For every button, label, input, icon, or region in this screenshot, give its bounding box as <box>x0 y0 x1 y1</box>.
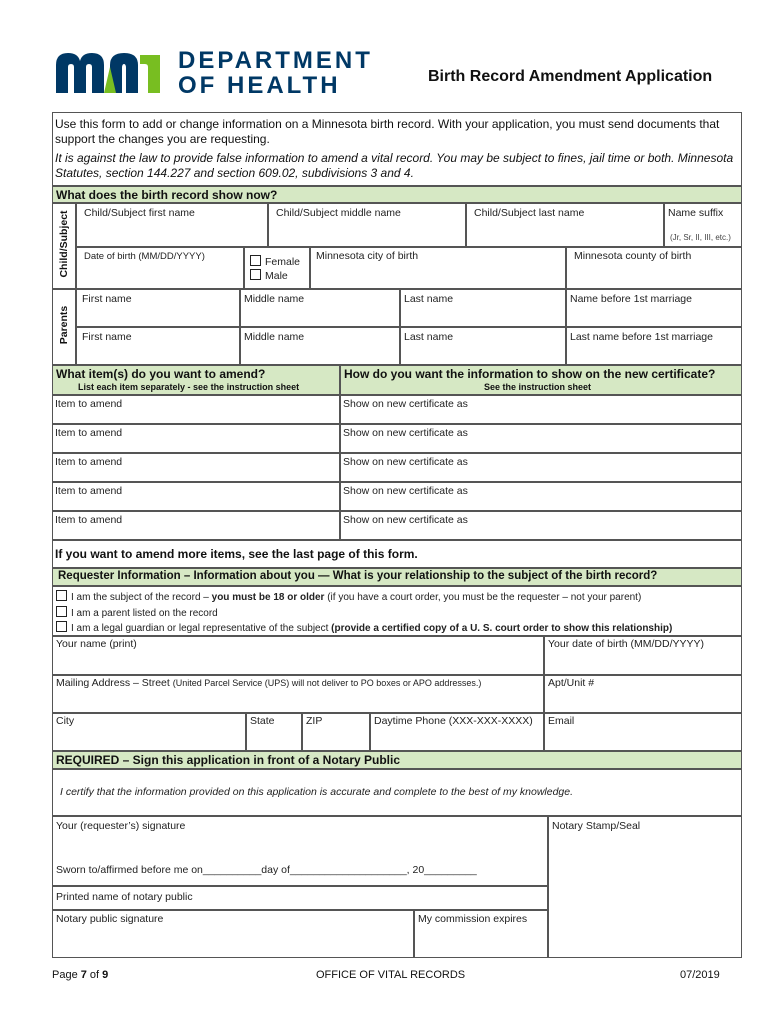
page-of: of <box>86 969 103 981</box>
parent2-first-label: First name <box>82 331 132 343</box>
dept-line1: DEPARTMENT <box>178 47 373 74</box>
form-title: Birth Record Amendment Application <box>428 68 713 85</box>
amend-left-sub: List each item separately - see the instruction sheet <box>78 382 300 392</box>
address-label-text: Mailing Address – Street <box>56 677 170 689</box>
male-label: Male <box>265 270 288 282</box>
female-label: Female <box>265 256 301 268</box>
phone-label: Daytime Phone (XXX-XXX-XXXX) <box>374 715 533 727</box>
parent2-before-marriage-label: Last name before 1st marriage <box>570 331 713 343</box>
amend-right-sub: See the instruction sheet <box>484 382 592 392</box>
amend-more-note: If you want to amend more items, see the last page of this form. <box>55 547 418 561</box>
certify-text: I certify that the information provided on this application is accurate and complete to the best of my knowledge. <box>60 786 574 798</box>
page-number <box>52 969 108 981</box>
relationship-option-guardian[interactable] <box>56 621 672 634</box>
parent-checkbox[interactable] <box>56 606 67 617</box>
amend-item-label: Item to amend <box>55 485 123 497</box>
male-option[interactable] <box>250 269 288 282</box>
name-suffix-label: Name suffix <box>668 207 724 219</box>
amend-left-heading: What item(s) do you want to amend? <box>56 367 266 381</box>
requester-dob-label: Your date of birth (MM/DD/YYYY) <box>548 638 705 650</box>
child-first-name-label: Child/Subject first name <box>84 207 195 219</box>
child-middle-name-label: Child/Subject middle name <box>276 207 401 219</box>
dept-line2: OF HEALTH <box>178 72 341 99</box>
dob-label: Date of birth (MM/DD/YYYY) <box>84 251 205 262</box>
amend-item-label: Item to amend <box>55 398 123 410</box>
opt1-text-a: I am the subject of the record – <box>71 592 212 603</box>
intro-warning: It is against the law to provide false information to amend a vital record. You may be subject to fines, jail time or both. Minnesota Statutes, section 144.227 and section 609.02, subdivisions 3 and 4. <box>55 151 734 180</box>
opt1-text-b: you must be 18 or older <box>211 592 325 603</box>
form-date: 07/2019 <box>680 969 720 981</box>
opt1-text-c: (if you have a court order, you must be the requester – not your parent) <box>324 592 642 603</box>
zip-label: ZIP <box>306 715 323 727</box>
city-field[interactable] <box>52 713 246 751</box>
parent1-middle-label: Middle name <box>244 293 305 305</box>
amend-show-label: Show on new certificate as <box>343 485 468 497</box>
mn-logo <box>54 47 164 95</box>
parent1-before-marriage-label: Name before 1st marriage <box>570 293 692 305</box>
sworn-line: Sworn to/affirmed before me on__________day of____________________, 20_________ <box>56 864 477 876</box>
relationship-option-parent[interactable] <box>56 606 218 619</box>
amend-item-label: Item to amend <box>55 456 123 468</box>
page-total: 9 <box>102 969 109 981</box>
relationship-option-subject[interactable] <box>56 590 641 603</box>
requester-heading: Requester Information – Information about you — What is your relationship to the subject of the birth record? <box>58 570 658 582</box>
amend-item-label: Item to amend <box>55 514 123 526</box>
email-label: Email <box>548 715 575 727</box>
opt3-text-b: (provide a certified copy of a U. S. court order to show this relationship) <box>331 623 673 634</box>
amend-show-label: Show on new certificate as <box>343 514 468 526</box>
male-checkbox[interactable] <box>250 269 261 280</box>
notary-signature-label: Notary public signature <box>56 913 164 925</box>
child-last-name-label: Child/Subject last name <box>474 207 585 219</box>
amend-item-label: Item to amend <box>55 427 123 439</box>
requester-name-label: Your name (print) <box>56 638 137 650</box>
parents-side-label: Parents <box>58 305 70 345</box>
notary-stamp-label: Notary Stamp/Seal <box>552 820 641 832</box>
intro-paragraph: Use this form to add or change information on a Minnesota birth record. With your application, you must send documents that support the changes you are requesting. <box>55 117 720 146</box>
amend-show-label: Show on new certificate as <box>343 456 468 468</box>
subject-checkbox[interactable] <box>56 590 67 601</box>
state-label: State <box>250 715 275 727</box>
notary-heading: REQUIRED – Sign this application in front of a Notary Public <box>56 753 401 767</box>
guardian-checkbox[interactable] <box>56 621 67 632</box>
parent2-last-label: Last name <box>404 331 454 343</box>
record-heading: What does the birth record show now? <box>56 188 278 202</box>
child-side-label: Child/Subject <box>58 210 70 278</box>
amend-show-label: Show on new certificate as <box>343 398 468 410</box>
notary-printed-name-label: Printed name of notary public <box>56 891 193 903</box>
page-num: 7 <box>80 969 87 981</box>
county-of-birth-label: Minnesota county of birth <box>574 250 692 262</box>
page-prefix: Page <box>52 969 81 981</box>
amend-show-label: Show on new certificate as <box>343 427 468 439</box>
female-checkbox[interactable] <box>250 255 261 266</box>
parent2-middle-label: Middle name <box>244 331 305 343</box>
mailing-address-label <box>56 677 481 689</box>
office-name: OFFICE OF VITAL RECORDS <box>316 969 466 981</box>
city-label: City <box>56 715 75 727</box>
sex-field <box>244 247 310 289</box>
parent1-first-label: First name <box>82 293 132 305</box>
female-option[interactable] <box>250 255 300 268</box>
name-suffix-hint: (Jr, Sr, II, III, etc.) <box>670 233 731 242</box>
address-note: (United Parcel Service (UPS) will not deliver to PO boxes or APO addresses.) <box>172 678 482 688</box>
notary-stamp-field[interactable] <box>548 816 742 958</box>
opt2-text: I am a parent listed on the record <box>71 608 218 619</box>
requester-signature-label: Your (requester’s) signature <box>56 820 186 832</box>
commission-expires-label: My commission expires <box>418 913 528 925</box>
apt-label: Apt/Unit # <box>548 677 595 689</box>
opt3-text-a: I am a legal guardian or legal representative of the subject <box>71 623 332 634</box>
city-of-birth-label: Minnesota city of birth <box>316 250 419 262</box>
parent1-last-label: Last name <box>404 293 454 305</box>
amend-right-heading: How do you want the information to show on the new certificate? <box>344 367 716 381</box>
